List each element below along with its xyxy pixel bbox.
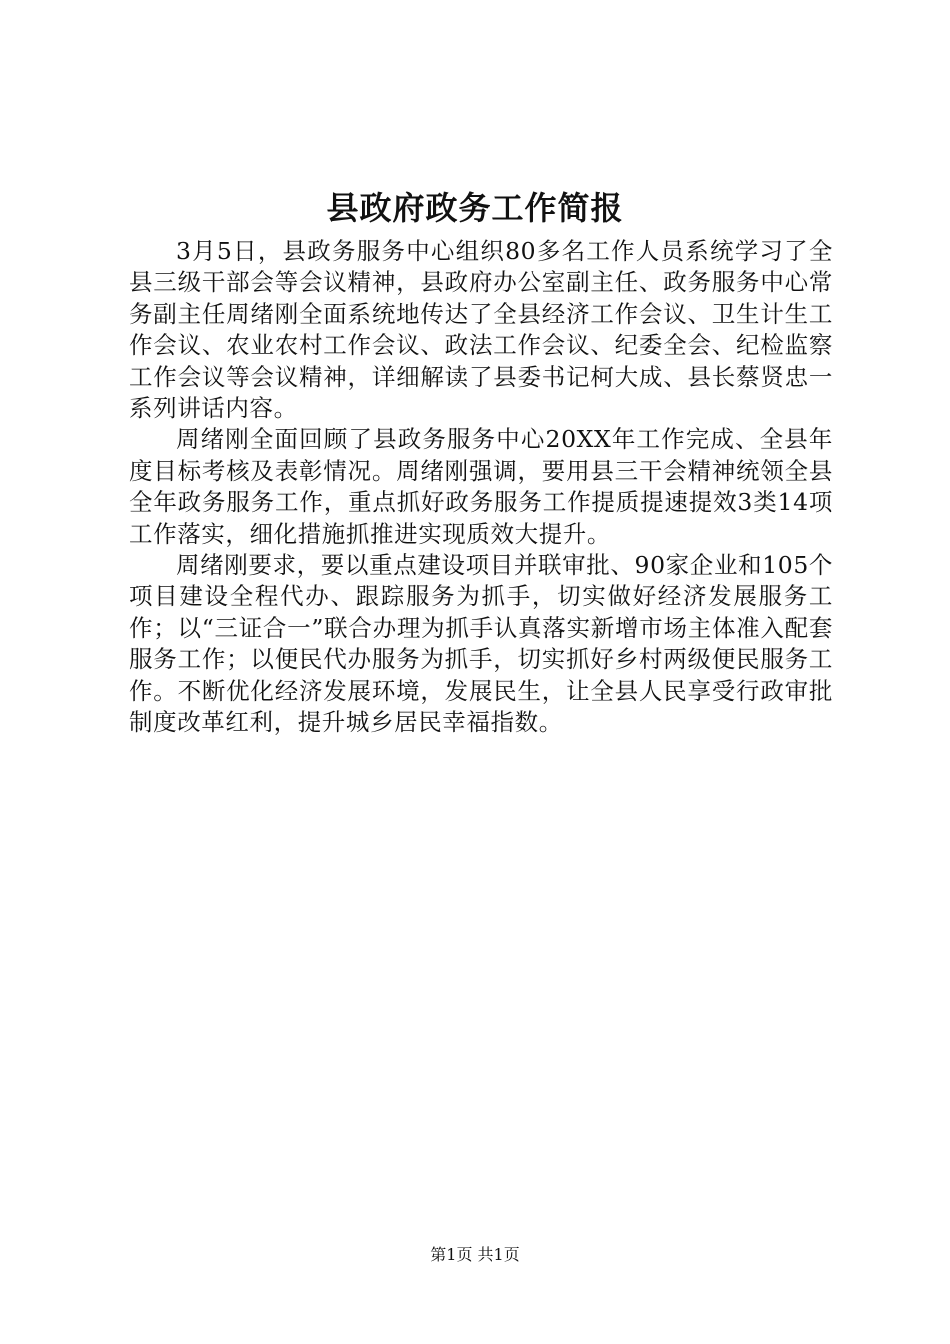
paragraph-2: 周绪刚全面回顾了县政务服务中心20XX年工作完成、全县年度目标考核及表彰情况。周绪刚强调，要用县三干会精神统领全县全年政务服务工作，重点抓好政务服务工作提质提速提效3类14项工作落实，细化措施抓推进实现质效大提升。 — [129, 425, 833, 548]
page-footer: 第1页 共1页 — [430, 1245, 520, 1264]
paragraph-1: 3月5日，县政务服务中心组织80多名工作人员系统学习了全县三级干部会等会议精神，县政府办公室副主任、政务服务中心常务副主任周绪刚全面系统地传达了全县经济工作会议、卫生计生工作会议、农业农村工作会议、政法工作会议、纪委全会、纪检监察工作会议等会议精神，详细解读了县委书记柯大成、县长蔡贤忠一系列讲话内容。 — [129, 237, 833, 423]
paragraph-3: 周绪刚要求，要以重点建设项目并联审批、90家企业和105个项目建设全程代办、跟踪服务为抓手，切实做好经济发展服务工作；以“三证合一”联合办理为抓手认真落实新增市场主体准入配套服务工作；以便民代办服务为抓手，切实抓好乡村两级便民服务工作。不断优化经济发展环境，发展民生，让全县人民享受行政审批制度改革红利，提升城乡居民幸福指数。 — [129, 551, 833, 737]
document-title: 县政府政务工作简报 — [326, 189, 624, 227]
document-body — [129, 236, 833, 739]
